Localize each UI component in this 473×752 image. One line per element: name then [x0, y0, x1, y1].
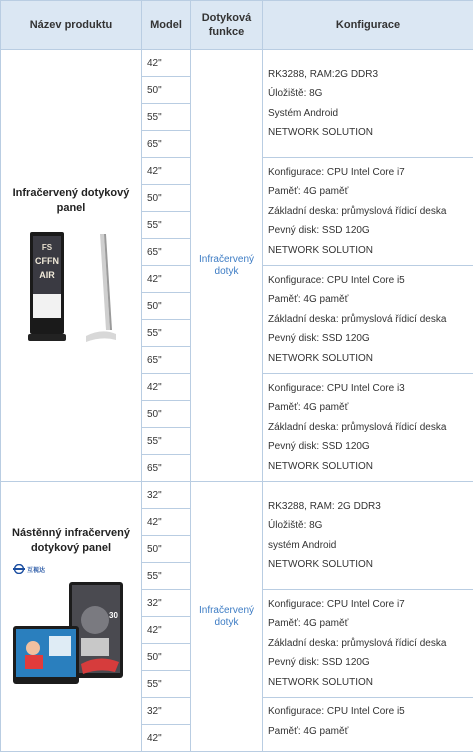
config-line: Paměť: 4G paměť [268, 722, 473, 742]
config-cell [263, 50, 473, 158]
wall-panel-image [11, 580, 131, 692]
model-cell: 32" [142, 482, 191, 509]
config-line: Pevný disk: SSD 120G [268, 653, 473, 673]
config-line: Paměť: 4G paměť [268, 290, 473, 310]
touch-cell: Infračervený dotyk [191, 50, 263, 482]
product-cell [1, 50, 142, 482]
model-cell: 42" [142, 374, 191, 401]
model-cell: 32" [142, 698, 191, 725]
header-touch: Dotyková funkce [191, 1, 263, 50]
header-row [1, 1, 473, 50]
touch-cell: Infračervený dotyk [191, 482, 263, 752]
config-line: Základní deska: průmyslová řídicí deska [268, 634, 473, 654]
header-model: Model [142, 1, 191, 50]
config-line: Paměť: 4G paměť [268, 398, 473, 418]
config-line: Konfigurace: CPU Intel Core i3 [268, 379, 473, 399]
config-line: NETWORK SOLUTION [268, 241, 473, 261]
model-cell: 50" [142, 293, 191, 320]
model-cell: 55" [142, 320, 191, 347]
config-cell [263, 698, 473, 752]
config-line: Úložiště: 8G [268, 516, 473, 536]
brand-name: 互视达 [27, 565, 45, 574]
config-line: Pevný disk: SSD 120G [268, 221, 473, 241]
model-cell: 55" [142, 428, 191, 455]
config-line: Konfigurace: CPU Intel Core i5 [268, 702, 473, 722]
model-cell: 50" [142, 536, 191, 563]
product-name: Infračervený dotykový panel [1, 186, 141, 216]
config-line: NETWORK SOLUTION [268, 349, 473, 369]
model-cell: 55" [142, 563, 191, 590]
config-cell [263, 266, 473, 374]
table-row [1, 482, 473, 509]
config-cell [263, 158, 473, 266]
product-cell [1, 482, 142, 752]
model-cell: 55" [142, 671, 191, 698]
config-line: NETWORK SOLUTION [268, 457, 473, 477]
svg-text:CFFN: CFFN [35, 256, 59, 266]
config-line: Paměť: 4G paměť [268, 614, 473, 634]
model-cell: 50" [142, 401, 191, 428]
config-line: Základní deska: průmyslová řídicí deska [268, 310, 473, 330]
model-cell: 50" [142, 644, 191, 671]
model-cell: 32" [142, 590, 191, 617]
brand-icon [13, 564, 25, 574]
svg-text:FS: FS [42, 243, 53, 252]
header-product: Název produktu [1, 1, 142, 50]
header-config: Konfigurace [263, 1, 473, 50]
model-cell: 42" [142, 266, 191, 293]
config-line: Konfigurace: CPU Intel Core i5 [268, 271, 473, 291]
model-cell: 42" [142, 509, 191, 536]
model-cell: 42" [142, 158, 191, 185]
config-line: Pevný disk: SSD 120G [268, 437, 473, 457]
config-line: RK3288, RAM:2G DDR3 [268, 65, 473, 85]
kiosk-product-image [16, 230, 126, 345]
svg-text:AIR: AIR [39, 270, 55, 280]
config-cell [263, 590, 473, 698]
config-cell [263, 482, 473, 590]
config-line: Základní deska: průmyslová řídicí deska [268, 418, 473, 438]
brand-logo [13, 564, 141, 574]
model-cell: 55" [142, 104, 191, 131]
table-row [1, 50, 473, 77]
config-line: NETWORK SOLUTION [268, 555, 473, 575]
model-cell: 50" [142, 77, 191, 104]
config-line: Pevný disk: SSD 120G [268, 329, 473, 349]
config-cell [263, 374, 473, 482]
svg-text:30: 30 [109, 611, 118, 620]
model-cell: 65" [142, 131, 191, 158]
config-line: Systém Android [268, 104, 473, 124]
model-cell: 65" [142, 347, 191, 374]
config-line: Základní deska: průmyslová řídicí deska [268, 202, 473, 222]
model-cell: 42" [142, 725, 191, 752]
model-cell: 65" [142, 239, 191, 266]
model-cell: 65" [142, 455, 191, 482]
config-line: NETWORK SOLUTION [268, 673, 473, 693]
config-line: Konfigurace: CPU Intel Core i7 [268, 595, 473, 615]
config-line: Paměť: 4G paměť [268, 182, 473, 202]
model-cell: 42" [142, 50, 191, 77]
config-line: RK3288, RAM: 2G DDR3 [268, 497, 473, 517]
config-line: NETWORK SOLUTION [268, 123, 473, 143]
model-cell: 55" [142, 212, 191, 239]
config-line: Konfigurace: CPU Intel Core i7 [268, 163, 473, 183]
config-line: Úložiště: 8G [268, 84, 473, 104]
model-cell: 50" [142, 185, 191, 212]
product-name: Nástěnný infračervený dotykový panel [1, 526, 141, 556]
config-line: systém Android [268, 536, 473, 556]
model-cell: 42" [142, 617, 191, 644]
